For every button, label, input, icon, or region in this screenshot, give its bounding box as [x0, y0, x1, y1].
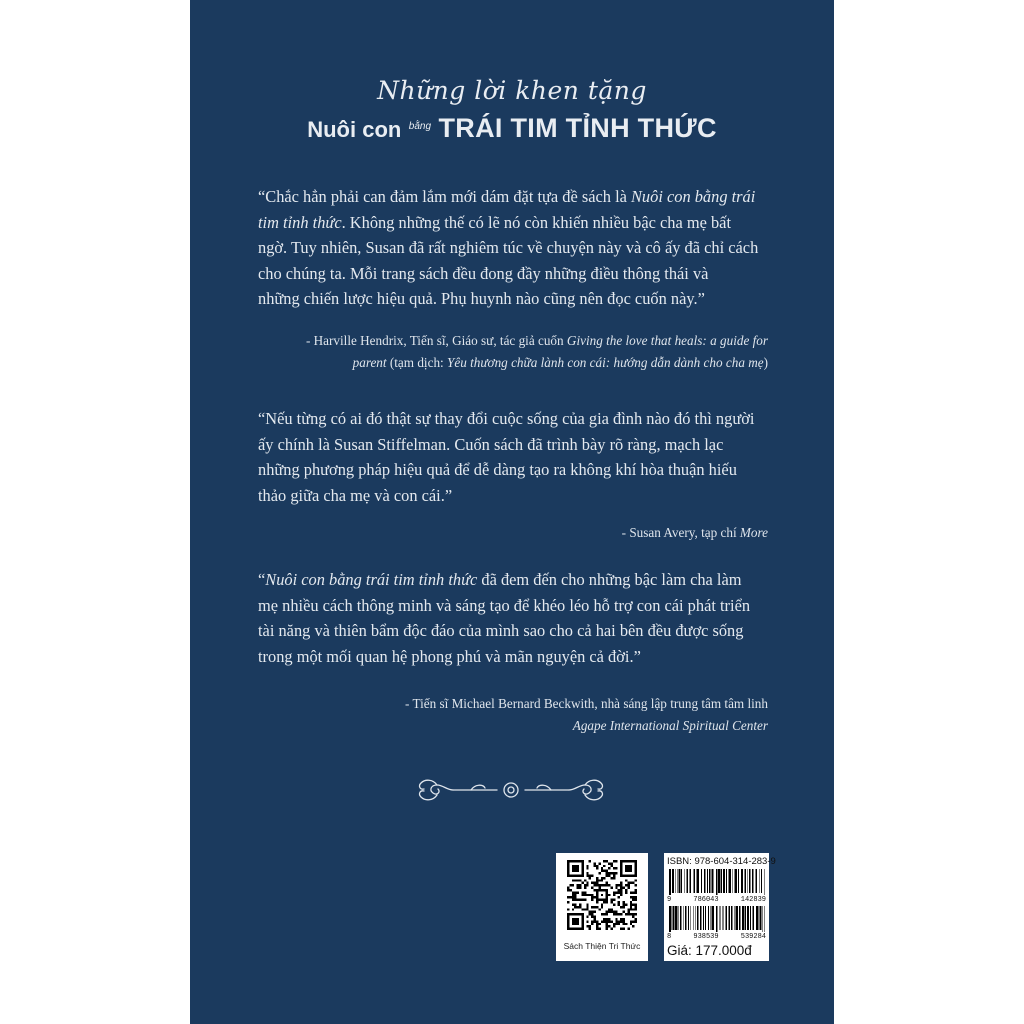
isbn-label: ISBN: 978-604-314-283-9	[667, 856, 776, 867]
text-line: - Susan Avery, tạp chí More	[621, 525, 768, 540]
text-line: - Harville Hendrix, Tiến sĩ, Giáo sư, tác giả cuốn Giving the love that heals: a guide for	[305, 333, 768, 348]
barcode-digit-group: 786043	[693, 896, 719, 904]
book-title-part-2: bằng	[408, 121, 432, 132]
text-line: “Nếu từng có ai đó thật sự thay đổi cuộc sống của gia đình nào đó thì người	[258, 409, 755, 428]
text-line: Agape International Spiritual Center	[572, 717, 768, 733]
barcode-top-icon	[667, 869, 766, 895]
barcode-top-digits	[667, 896, 766, 904]
cover-heading	[190, 76, 834, 144]
text-line: “Chắc hẳn phải can đảm lắm mới dám đặt tựa đề sách là Nuôi con bằng trái	[258, 187, 756, 206]
text-line: những phương pháp hiệu quả để dễ dàng tạo ra không khí hòa thuận hiếu	[258, 460, 737, 480]
qr-code-icon	[567, 860, 637, 930]
text-line: tài năng và thiên bẩm độc đáo của mình sao cho cả hai bên đều được sống	[258, 621, 744, 641]
testimonial-quote-2	[258, 406, 770, 508]
text-line: mẹ nhiều cách thông minh và sáng tạo để khéo léo hỗ trợ con cái phát triển	[258, 595, 751, 615]
text-line: - Tiến sĩ Michael Bernard Beckwith, nhà sáng lập trung tâm tâm linh	[405, 696, 768, 711]
testimonial-attribution-3	[248, 693, 768, 736]
text-line: cho chúng ta. Mỗi trang sách đều đong đầy những điều thông thái và	[258, 263, 709, 283]
testimonial-attribution-1	[248, 330, 768, 373]
publisher-label: Sách Thiện Tri Thức	[563, 941, 641, 951]
back-cover	[190, 0, 834, 1024]
text-line: “Nuôi con bằng trái tim tỉnh thức đã đem đến cho những bậc làm cha làm	[258, 570, 742, 589]
price-label: Giá: 177.000đ	[667, 943, 752, 958]
text-line: những chiến lược hiệu quả. Phụ huynh nào cũng nên đọc cuốn này.”	[258, 289, 705, 309]
book-title	[190, 113, 834, 144]
barcode-bottom-icon	[667, 906, 766, 932]
testimonial-attribution-2	[248, 522, 768, 544]
book-title-part-3: TRÁI TIM TỈNH THỨC	[438, 113, 717, 143]
barcode-digit-group: 539284	[740, 933, 766, 941]
text-line: parent (tạm dịch: Yêu thương chữa lành con cái: hướng dẫn dành cho cha mẹ)	[352, 354, 768, 370]
text-line: trong một mối quan hệ phong phú và mãn nguyện cả đời.”	[258, 646, 641, 666]
barcode-digit-group: 8	[667, 933, 672, 941]
text-line: thảo giữa cha mẹ và con cái.”	[258, 485, 453, 505]
isbn-barcode-panel	[664, 853, 776, 961]
book-title-part-1: Nuôi con	[307, 117, 402, 142]
praise-heading: Những lời khen tặng	[377, 76, 647, 105]
text-line: tim tỉnh thức. Không những thế có lẽ nó còn khiến nhiều bậc cha mẹ bất	[258, 212, 732, 232]
barcode-bottom-digits	[667, 933, 766, 941]
scroll-divider-icon	[411, 775, 611, 805]
text-line: ngờ. Tuy nhiên, Susan đã rất nghiêm túc về chuyện này và cô ấy đã chỉ cách	[258, 238, 759, 258]
barcode-digit-group: 142839	[740, 896, 766, 904]
testimonial-quote-1	[258, 184, 770, 312]
qr-code-panel	[556, 853, 648, 961]
testimonial-quote-3	[258, 567, 770, 669]
text-line: ấy chính là Susan Stiffelman. Cuốn sách đã trình bày rõ ràng, mạch lạc	[258, 434, 724, 454]
barcode-digit-group: 9	[667, 896, 672, 904]
barcode-digit-group: 938539	[693, 933, 719, 941]
